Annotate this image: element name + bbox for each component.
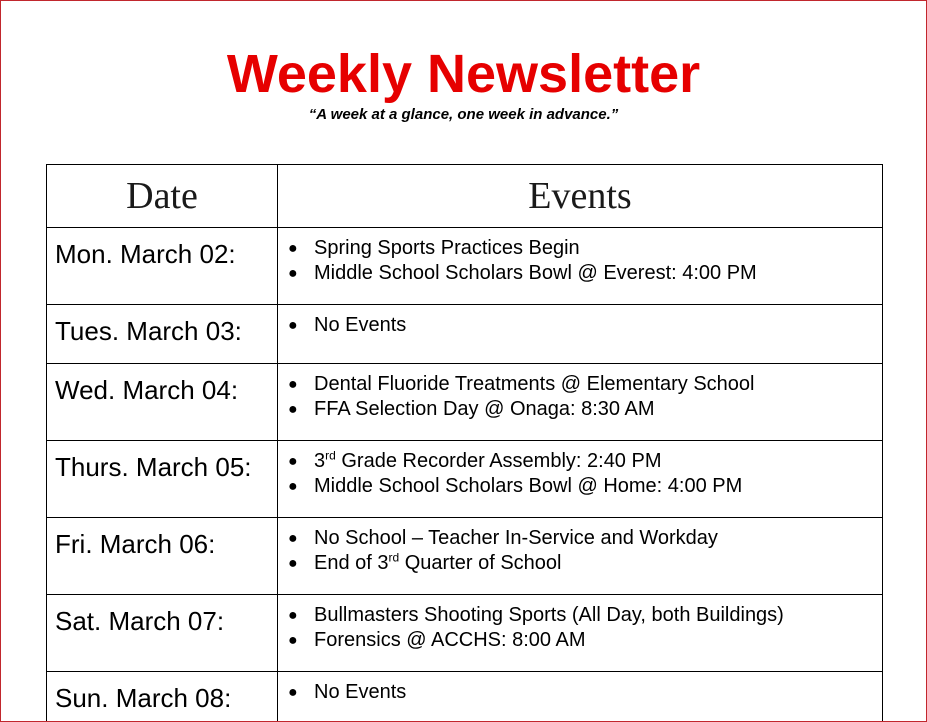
event-text: Middle School Scholars Bowl @ Everest: 4:00 PM [314,262,757,284]
event-list-item [284,261,882,286]
table-row [47,595,883,672]
date-column-header: Date [47,165,278,228]
event-list [284,449,882,499]
bullet-icon: ● [288,453,298,470]
event-list-item [284,526,882,551]
event-list-item [284,372,882,397]
event-list-item [284,680,882,705]
table-row [47,228,883,305]
day-date-cell: Wed. March 04: [47,364,278,441]
table-row [47,518,883,595]
newsletter-title: Weekly Newsletter [226,44,701,104]
event-list-item [284,313,882,338]
event-text: Bullmasters Shooting Sports (All Day, both Buildings) [314,604,784,626]
bullet-icon: ● [288,607,298,624]
day-date-cell: Sun. March 08: [47,672,278,722]
day-events-cell [278,672,883,722]
event-text: No Events [314,314,407,336]
event-text: No School – Teacher In-Service and Workday [314,527,718,549]
bullet-icon: ● [288,401,298,418]
event-text: End of 3 [314,552,389,574]
event-list [284,680,882,705]
event-text: Dental Fluoride Treatments @ Elementary School [314,373,755,395]
schedule-body [47,228,883,722]
event-list-item [284,551,882,576]
bullet-icon: ● [288,376,298,393]
event-list-item [284,603,882,628]
bullet-icon: ● [288,478,298,495]
day-date-cell: Tues. March 03: [47,305,278,364]
table-row [47,441,883,518]
day-events-cell [278,364,883,441]
bullet-icon: ● [288,265,298,282]
ordinal-suffix: rd [388,550,400,565]
event-list [284,372,882,422]
newsletter-tagline: “A week at a glance, one week in advance.” [308,106,619,123]
table-row [47,364,883,441]
event-text: FFA Selection Day @ Onaga: 8:30 AM [314,398,655,420]
event-text: 3 [314,450,326,472]
event-list [284,313,882,338]
day-events-cell [278,228,883,305]
ordinal-suffix: rd [325,448,336,463]
day-date-cell: Sat. March 07: [47,595,278,672]
day-events-cell [278,595,883,672]
bullet-icon: ● [288,684,298,701]
day-date-cell: Thurs. March 05: [47,441,278,518]
event-text-continued: Grade Recorder Assembly: 2:40 PM [335,450,662,472]
events-column-header: Events [278,165,883,228]
event-text: Middle School Scholars Bowl @ Home: 4:00 PM [314,475,743,497]
table-header-row [47,165,883,228]
event-list-item [284,449,882,474]
event-list [284,603,882,653]
day-date-cell: Fri. March 06: [47,518,278,595]
event-text: No Events [314,681,407,703]
event-list-item [284,474,882,499]
table-row [47,672,883,722]
bullet-icon: ● [288,530,298,547]
event-text: Forensics @ ACCHS: 8:00 AM [314,629,586,651]
event-list-item [284,397,882,422]
bullet-icon: ● [288,317,298,334]
day-events-cell [278,441,883,518]
table-row [47,305,883,364]
weekly-schedule-table [46,164,883,722]
event-list-item [284,236,882,261]
event-list-item [284,628,882,653]
day-events-cell [278,518,883,595]
event-list [284,526,882,576]
bullet-icon: ● [288,632,298,649]
day-events-cell [278,305,883,364]
event-list [284,236,882,286]
bullet-icon: ● [288,240,298,257]
event-text-continued: Quarter of School [399,552,562,574]
event-text: Spring Sports Practices Begin [314,237,580,259]
day-date-cell: Mon. March 02: [47,228,278,305]
bullet-icon: ● [288,555,298,572]
